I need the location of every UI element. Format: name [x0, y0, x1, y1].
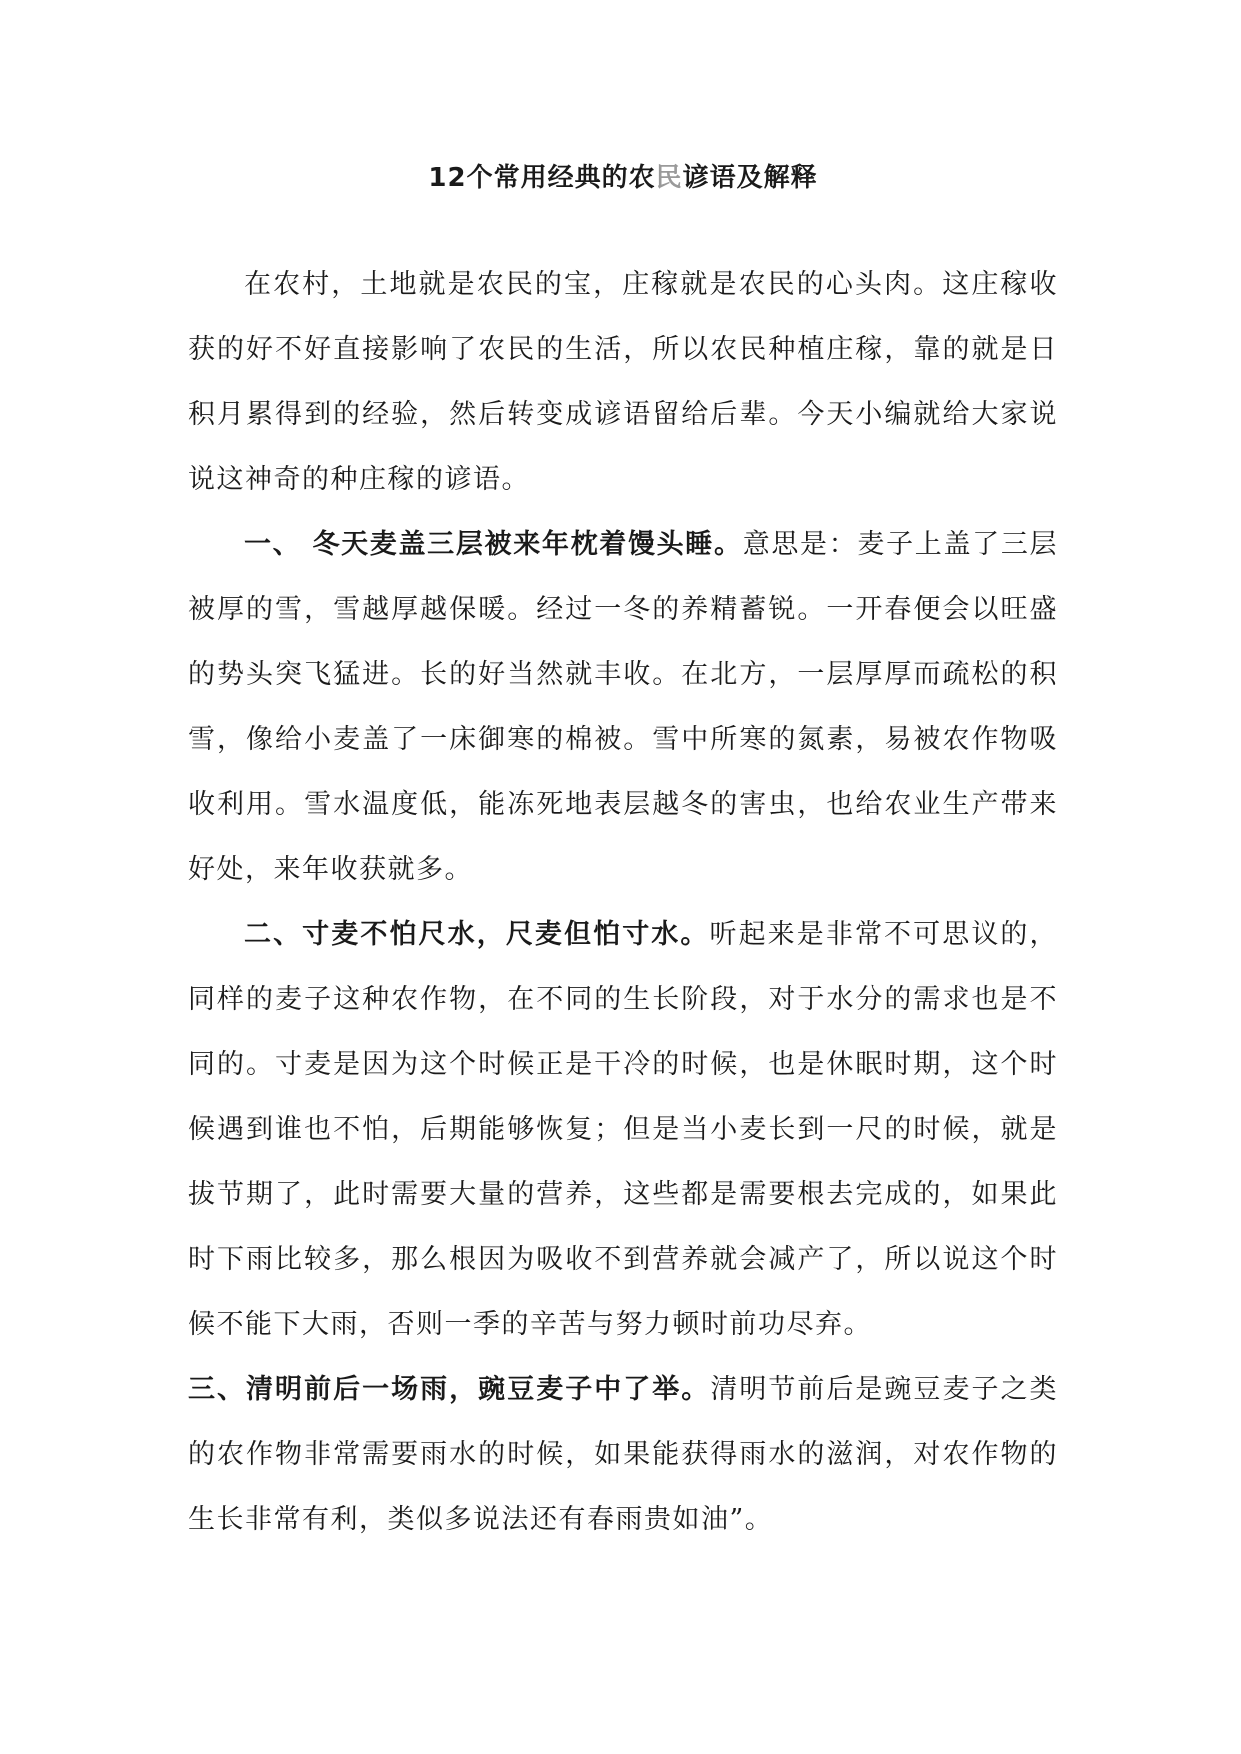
document-title	[188, 160, 1058, 196]
section-2-paragraph	[188, 902, 1058, 1357]
section-3-body: 清明节前后是豌豆麦子之类的农作物非常需要雨水的时候，如果能获得雨水的滋润，对农作物的生长非常有利，类似多说法还有春雨贵如油”。	[188, 1374, 1059, 1535]
section-1-body: 意思是：麦子上盖了三层被厚的雪，雪越厚越保暖。经过一冬的养精蓄锐。一开春便会以旺盛的势头突飞猛进。长的好当然就丰收。在北方，一层厚厚而疏松的积雪，像给小麦盖了一床御寒的棉被。雪中所寒的氮素，易被农作物吸收利用。雪水温度低，能冻死地表层越冬的害虫，也给农业生产带来好处，来年收获就多。	[188, 529, 1059, 885]
section-3-paragraph	[188, 1357, 1058, 1552]
intro-paragraph: 在农村，土地就是农民的宝，庄稼就是农民的心头肉。这庄稼收获的好不好直接影响了农民的生活，所以农民种植庄稼，靠的就是日积月累得到的经验，然后转变成谚语留给后辈。今天小编就给大家说说这神奇的种庄稼的谚语。	[188, 269, 1058, 495]
section-2-heading: 二、寸麦不怕尺水，尺麦但怕寸水。	[244, 919, 710, 950]
section-2-body: 听起来是非常不可思议的，同样的麦子这种农作物，在不同的生长阶段，对于水分的需求也是不同的。寸麦是因为这个时候正是干冷的时候，也是休眠时期，这个时候遇到谁也不怕，后期能够恢复；但是当小麦长到一尺的时候，就是拔节期了，此时需要大量的营养，这些都是需要根去完成的，如果此时下雨比较多，那么根因为吸收不到营养就会减产了，所以说这个时候不能下大雨，否则一季的辛苦与努力顿时前功尽弃。	[188, 919, 1059, 1340]
title-text-after: 谚语及解释	[682, 163, 818, 193]
section-1-paragraph	[188, 512, 1058, 902]
title-text-before: 12个常用经典的农	[428, 163, 656, 193]
section-1-heading: 一、 冬天麦盖三层被来年枕着馒头睡。	[244, 529, 743, 560]
section-3-heading: 三、清明前后一场雨，豌豆麦子中了举。	[188, 1374, 711, 1405]
title-text-faded: 民	[655, 163, 683, 193]
document-page	[188, 160, 1058, 1552]
